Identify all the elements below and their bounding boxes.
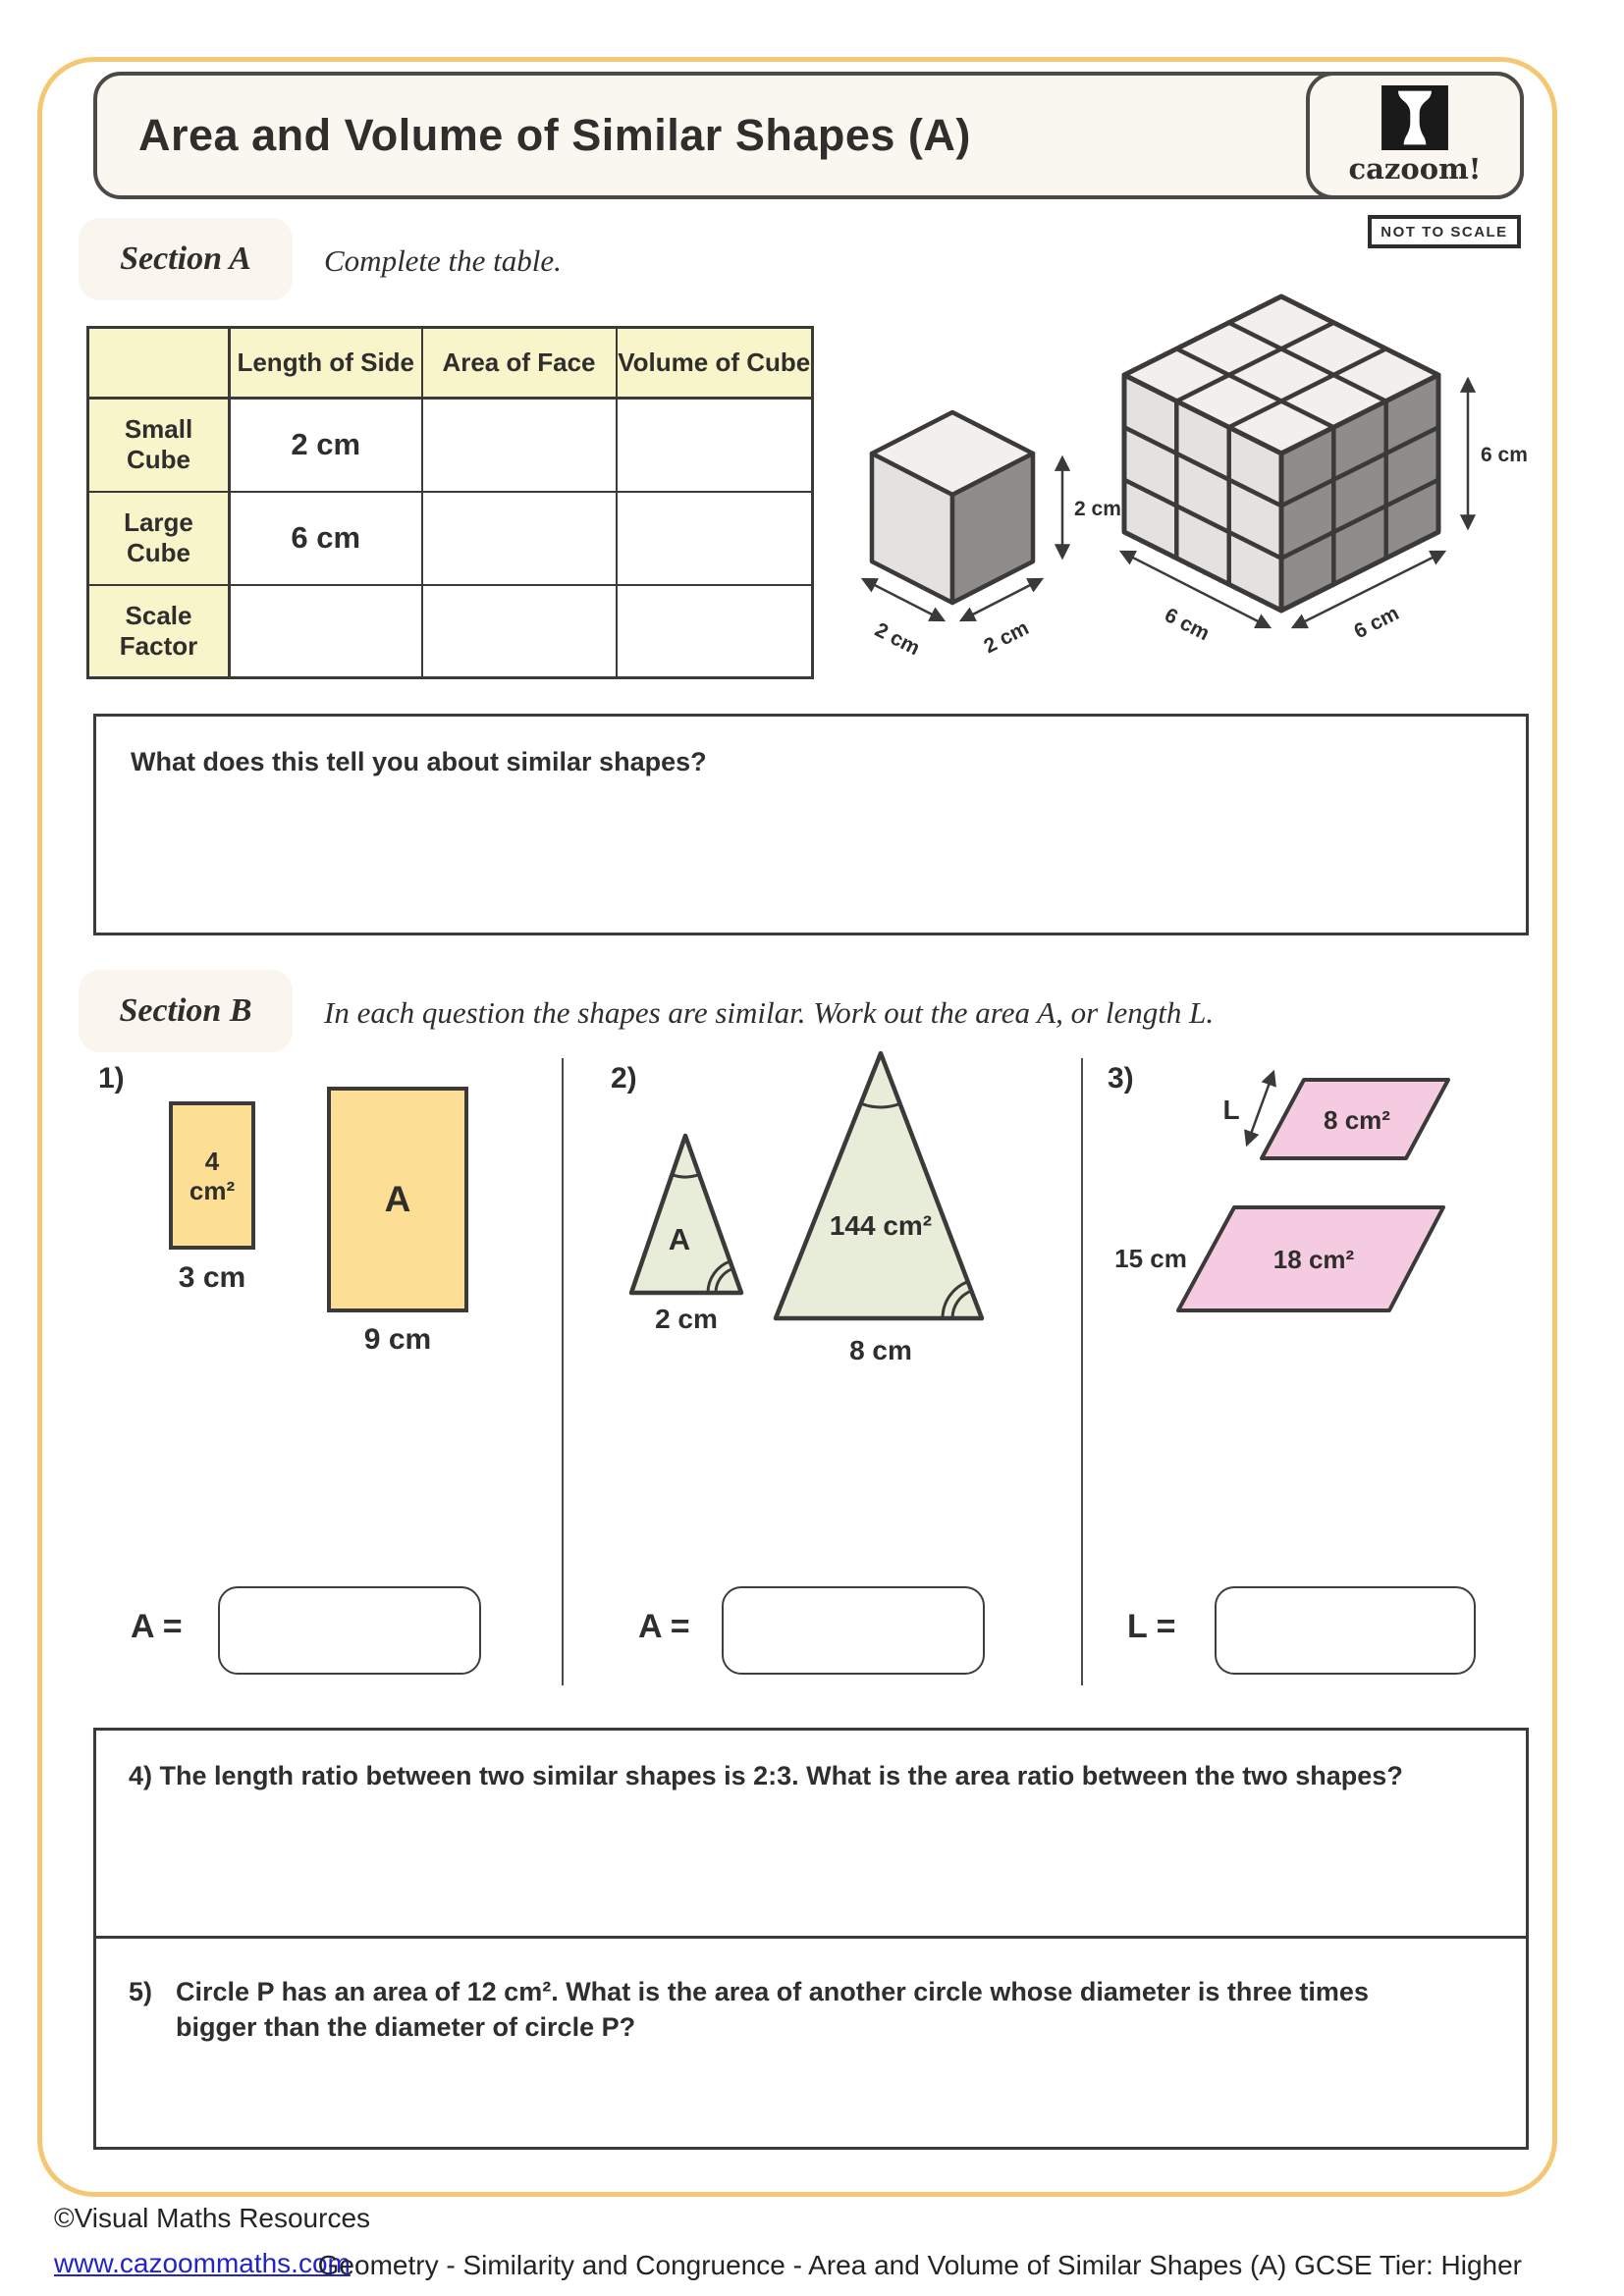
q4-box[interactable] <box>93 1728 1529 1939</box>
cell-scale-factor-area[interactable] <box>422 585 617 678</box>
q1-small-area-label: 4 cm² <box>189 1146 236 1205</box>
table-row-large-cube <box>88 492 813 585</box>
similar-shapes-table <box>86 326 814 679</box>
large-cube-left-label: 6 cm <box>1161 604 1214 646</box>
q3-small-area-label: 8 cm² <box>1324 1105 1390 1135</box>
row-label-scale-factor: Scale Factor <box>88 585 230 678</box>
question-divider-2 <box>1081 1058 1083 1685</box>
q1-large-base-label: 9 cm <box>363 1323 432 1356</box>
footer-course: Geometry - Similarity and Congruence - Area and Volume of Similar Shapes (A) <box>317 2250 1287 2280</box>
small-cube-left-label: 2 cm <box>871 618 924 661</box>
q2-small-base-label: 2 cm <box>655 1304 718 1334</box>
table-header-length: Length of Side <box>230 328 422 399</box>
table-header-volume: Volume of Cube <box>617 328 813 399</box>
q1-number: 1) <box>98 1062 125 1095</box>
large-cube-diagram <box>1119 285 1591 677</box>
cell-scale-factor-length[interactable] <box>230 585 422 678</box>
cell-scale-factor-volume[interactable] <box>617 585 813 678</box>
q1-small-rectangle <box>169 1101 255 1250</box>
footer-tier: GCSE Tier: Higher <box>1294 2250 1522 2280</box>
logo-wordmark: cazoom! <box>1348 152 1482 186</box>
similar-shapes-answer-box[interactable] <box>93 714 1529 935</box>
q2-small-area-label: A <box>668 1222 691 1256</box>
q5-content <box>129 1974 1442 2045</box>
section-b-label-pill <box>79 970 293 1052</box>
small-cube-height-label: 2 cm <box>1074 498 1121 520</box>
q2-small-triangle <box>631 1136 741 1293</box>
table-row-scale-factor <box>88 585 813 678</box>
cell-large-cube-area[interactable] <box>422 492 617 585</box>
q4-text: 4) The length ratio between two similar shapes is 2:3. What is the area ratio between the two shapes? <box>129 1761 1403 1790</box>
q5-number: 5) <box>129 1977 153 2006</box>
large-cube-right-label: 6 cm <box>1350 602 1403 644</box>
table-row-small-cube <box>88 399 813 492</box>
q3-answer-label: L = <box>1127 1608 1176 1645</box>
q1-small-base-label: 3 cm <box>178 1261 246 1294</box>
row-label-small-cube: Small Cube <box>88 399 230 492</box>
q3-parallelograms-figure <box>1100 1039 1522 1333</box>
q3-large-area-label: 18 cm² <box>1272 1245 1355 1274</box>
q2-triangles-figure <box>589 1039 1070 1377</box>
section-a-label-pill <box>79 218 293 300</box>
small-cube-right-label: 2 cm <box>980 616 1033 659</box>
q3-length-arrow <box>1247 1072 1273 1145</box>
not-to-scale-badge: NOT TO SCALE <box>1368 215 1521 248</box>
section-b-label: Section B <box>119 992 252 1029</box>
table-header-area: Area of Face <box>422 328 617 399</box>
q2-answer-label: A = <box>638 1608 690 1645</box>
q2-large-triangle <box>776 1053 982 1318</box>
cell-small-cube-area[interactable] <box>422 399 617 492</box>
q1-answer-box[interactable] <box>218 1586 481 1675</box>
small-cube-diagram <box>844 398 1139 692</box>
cell-small-cube-length: 2 cm <box>230 399 422 492</box>
cell-small-cube-volume[interactable] <box>617 399 813 492</box>
q2-number: 2) <box>611 1062 637 1095</box>
section-a-instruction: Complete the table. <box>324 243 562 278</box>
q5-text: Circle P has an area of 12 cm². What is the area of another circle whose diameter is three times bigger than the diameter of circle P? <box>176 1977 1369 2042</box>
q2-answer-box[interactable] <box>722 1586 985 1675</box>
cazoom-drum-icon <box>1381 85 1448 150</box>
similar-shapes-question: What does this tell you about similar shapes? <box>131 747 707 776</box>
logo-box <box>1306 72 1524 199</box>
section-b-instruction: In each question the shapes are similar. Work out the area A, or length L. <box>324 995 1215 1030</box>
q1-answer-label: A = <box>131 1608 183 1645</box>
table-corner-cell <box>88 328 230 399</box>
cell-large-cube-length: 6 cm <box>230 492 422 585</box>
footer-copyright: ©Visual Maths Resources <box>54 2203 371 2233</box>
q1-large-rectangle <box>327 1087 468 1312</box>
footer-website-link[interactable]: www.cazoommaths.com <box>54 2248 351 2278</box>
q1-large-area-label: A <box>384 1179 411 1219</box>
q3-large-side-label: 15 cm <box>1114 1244 1187 1273</box>
cell-large-cube-volume[interactable] <box>617 492 813 585</box>
section-a-label: Section A <box>120 240 251 277</box>
q5-box[interactable] <box>93 1936 1529 2150</box>
q2-large-area-label: 144 cm² <box>829 1210 933 1241</box>
q3-number: 3) <box>1108 1062 1134 1095</box>
page-title: Area and Volume of Similar Shapes (A) <box>138 110 971 160</box>
q3-length-label: L <box>1222 1095 1240 1125</box>
large-cube-height-label: 6 cm <box>1481 444 1528 466</box>
row-label-large-cube: Large Cube <box>88 492 230 585</box>
q3-answer-box[interactable] <box>1215 1586 1476 1675</box>
q2-large-base-label: 8 cm <box>849 1335 912 1365</box>
question-divider-1 <box>562 1058 564 1685</box>
